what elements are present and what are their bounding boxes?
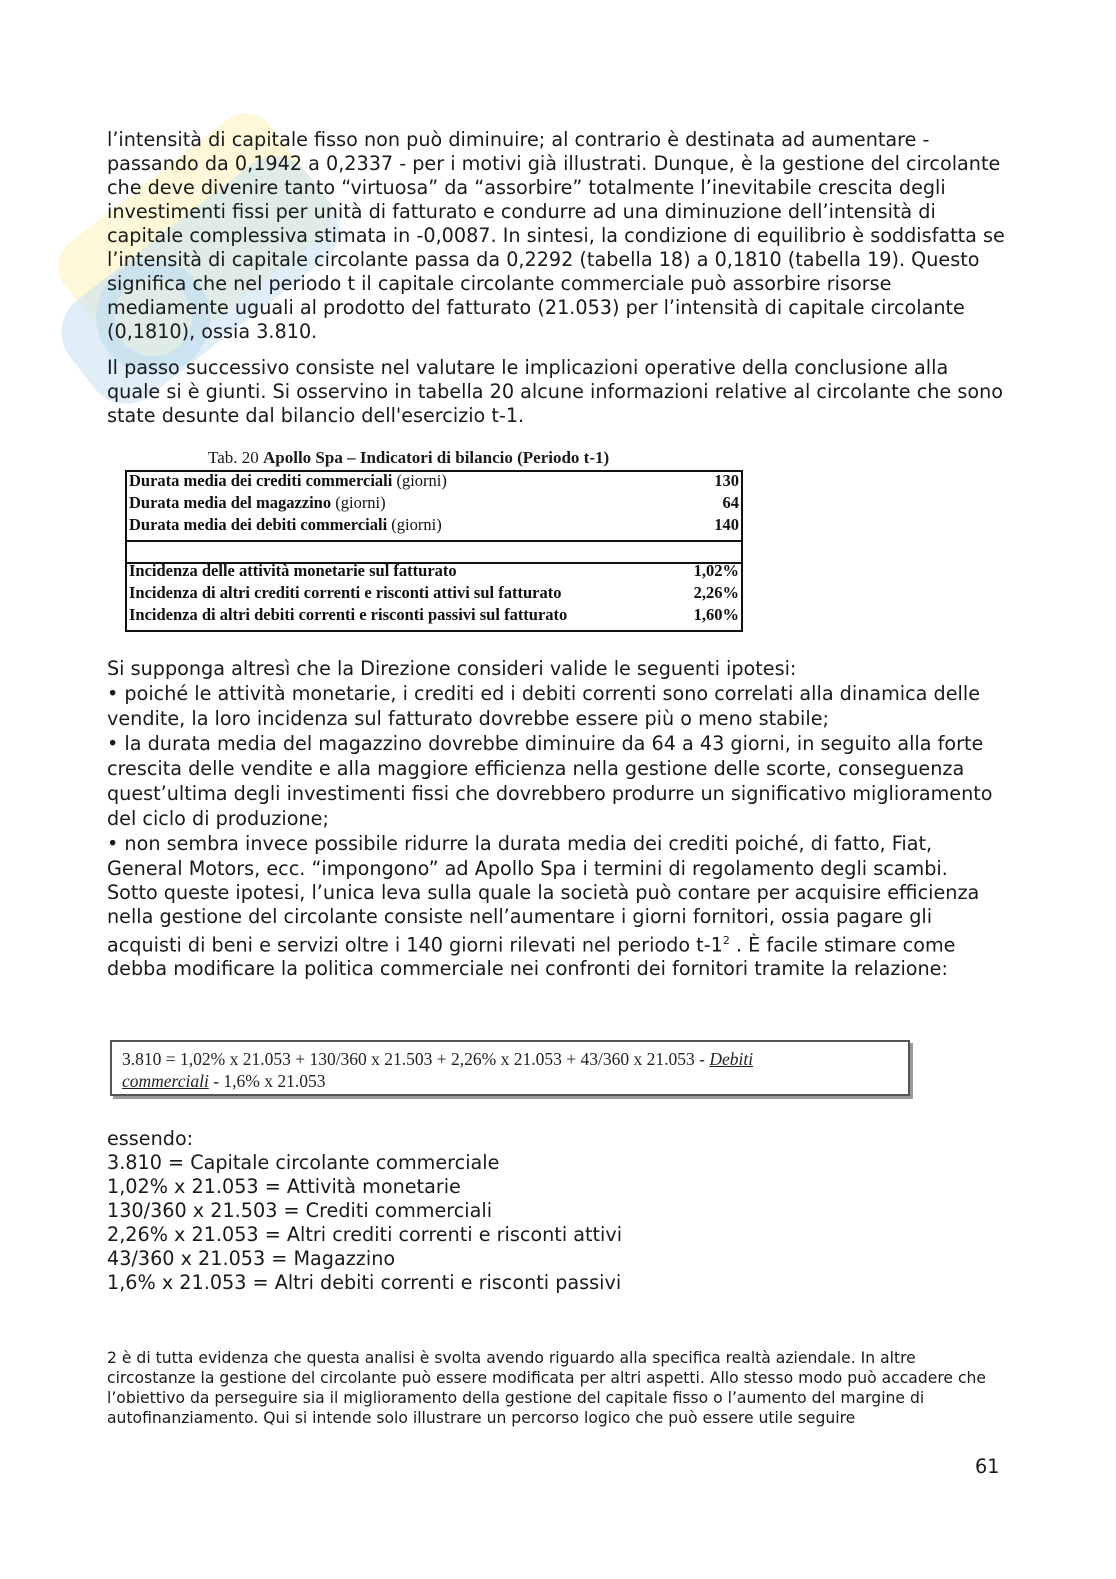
table-row <box>125 560 743 582</box>
row-value: 140 <box>714 515 739 534</box>
hypothesis-bullet: • la durata media del magazzino dovrebbe diminuire da 64 a 43 giorni, in seguito alla forte crescita delle vendite e alla maggiore efficienza nella gestione delle scorte, conseguenza quest’ultima degli investimenti fissi che dovrebbero produrre un significativo miglioramento del ciclo di produzione; <box>107 732 993 830</box>
indicators-table <box>125 470 743 626</box>
formula-line2: - 1,6% x 21.053 <box>208 1071 326 1091</box>
table-row <box>125 514 743 536</box>
row-label: Incidenza di altri crediti correnti e risconti attivi sul fatturato <box>129 583 562 602</box>
definition-line: essendo: <box>107 1127 194 1150</box>
table-caption-prefix: Tab. 20 <box>208 448 259 467</box>
row-unit: (giorni) <box>335 493 386 512</box>
row-value: 2,26% <box>693 583 739 602</box>
row-label: Incidenza di altri debiti correnti e risconti passivi sul fatturato <box>129 605 568 624</box>
row-value: 130 <box>714 471 739 490</box>
row-label: Durata media dei debiti commerciali <box>129 515 388 534</box>
row-value: 1,60% <box>693 605 739 624</box>
row-label: Durata media dei crediti commerciali <box>129 471 393 490</box>
paragraph-suppliers-text-end: . È facile stimare come debba modificare la politica commerciale nei confronti dei fornitori tramite la relazione: <box>107 933 956 981</box>
hypothesis-bullet: • non sembra invece possibile ridurre la durata media dei crediti poiché, di fatto, Fiat, General Motors, ecc. “impongono” ad Apollo Spa i termini di regolamento degli scambi. <box>107 832 948 880</box>
formula-debiti: Debiti <box>709 1049 754 1069</box>
row-unit: (giorni) <box>396 471 447 490</box>
row-label: Durata media del magazzino <box>129 493 332 512</box>
table-caption-title: Apollo Spa – Indicatori di bilancio (Periodo t-1) <box>263 448 610 467</box>
paragraph-suppliers-text: Sotto queste ipotesi, l’unica leva sulla quale la società può contare per acquisire efficienza nella gestione del circolante consiste nell’aumentare i giorni fornitori, ossia pagare gli acquisti di beni e servizi oltre i 140 giorni rilevati nel periodo t-1 <box>107 881 980 957</box>
table-blank-row <box>125 536 743 560</box>
table-row <box>125 470 743 492</box>
row-label: Incidenza delle attività monetarie sul fatturato <box>129 561 457 580</box>
formula-line1: 3.810 = 1,02% x 21.053 + 130/360 x 21.503 + 2,26% x 21.053 + 43/360 x 21.053 - <box>122 1049 705 1069</box>
row-value: 1,02% <box>693 561 739 580</box>
definition-line: 1,02% x 21.053 = Attività monetarie <box>107 1175 461 1198</box>
definition-line: 2,26% x 21.053 = Altri crediti correnti e risconti attivi <box>107 1223 623 1246</box>
footnote: 2 è di tutta evidenza che questa analisi è svolta avendo riguardo alla specifica realtà aziendale. In altre circostanze la gestione del circolante può essere modificata per altri aspetti. Allo stesso modo può accadere che l’obiettivo da perseguire sia il miglioramento della gestione del capitale fisso o l’aumento del margine di autofinanziamento. Qui si intende solo illustrare un percorso logico che può essere utile seguire <box>107 1349 987 1427</box>
definition-line: 3.810 = Capitale circolante commerciale <box>107 1151 500 1174</box>
row-value: 64 <box>722 493 739 512</box>
page-body <box>107 128 1007 428</box>
definition-line: 130/360 x 21.503 = Crediti commerciali <box>107 1199 493 1222</box>
table-row <box>125 604 743 626</box>
hypothesis-bullet: • poiché le attività monetarie, i crediti ed i debiti correnti sono correlati alla dinamica delle vendite, la loro incidenza sul fatturato dovrebbe essere più o meno stabile; <box>107 682 980 730</box>
definition-line: 1,6% x 21.053 = Altri debiti correnti e risconti passivi <box>107 1271 622 1294</box>
definitions-list <box>107 1127 1007 1295</box>
hypotheses-section <box>107 657 1007 981</box>
table-caption <box>208 448 609 468</box>
paragraph-intensity: l’intensità di capitale fisso non può diminuire; al contrario è destinata ad aumentare - passando da 0,1942 a 0,2337 - per i motivi già illustrati. Dunque, è la gestione del circolante che deve divenire tanto “virtuosa” da “assorbire” totalmente l’inevitabile crescita degli investimenti fissi per unità di fatturato e condurre ad una diminuzione dell’intensità di capitale complessiva stimata in -0,0087. In sintesi, la condizione di equilibrio è soddisfatta se l’intensità di capitale circolante passa da 0,2292 (tabella 18) a 0,1810 (tabella 19). Questo significa che nel periodo t il capitale circolante commerciale può assorbire risorse mediamente uguali al prodotto del fatturato (21.053) per l’intensità di capitale circolante (0,1810), ossia 3.810. <box>107 128 1005 343</box>
table-row <box>125 582 743 604</box>
page-number: 61 <box>975 1455 1000 1478</box>
formula-commerciali: commerciali <box>122 1071 209 1091</box>
hypotheses-intro: Si supponga altresì che la Direzione consideri valide le seguenti ipotesi: <box>107 657 797 680</box>
row-unit: (giorni) <box>391 515 442 534</box>
paragraph-suppliers <box>107 881 1007 981</box>
footnote-ref: 2 <box>722 934 730 947</box>
paragraph-next-step: Il passo successivo consiste nel valutare le implicazioni operative della conclusione alla quale si è giunti. Si osservino in tabella 20 alcune informazioni relative al circolante che sono state desunte dal bilancio dell'esercizio t-1. <box>107 356 1003 427</box>
formula-box <box>110 1040 910 1096</box>
table-row <box>125 492 743 514</box>
definition-line: 43/360 x 21.053 = Magazzino <box>107 1247 396 1270</box>
